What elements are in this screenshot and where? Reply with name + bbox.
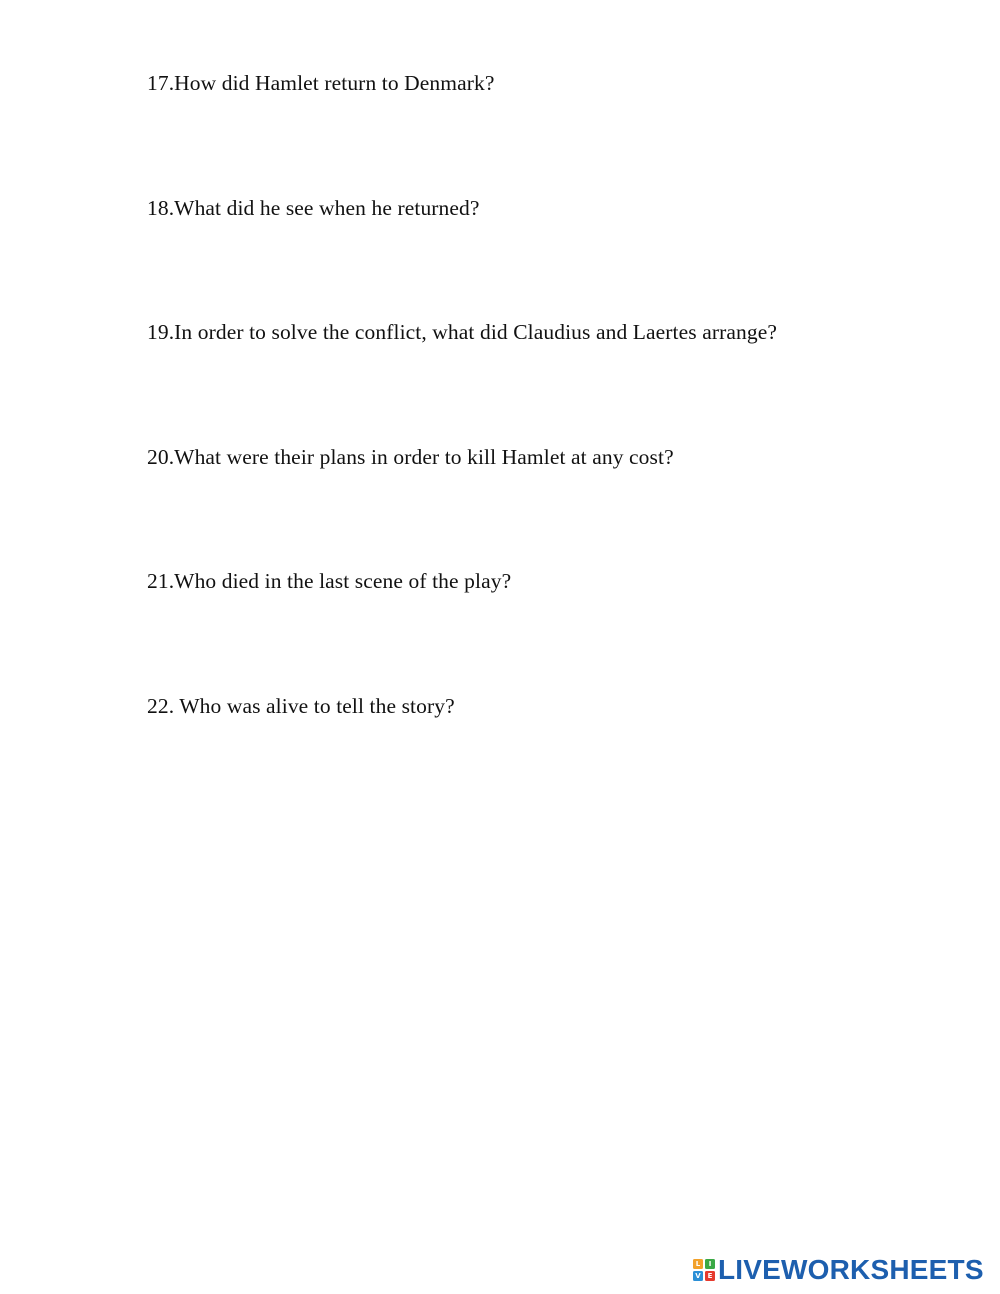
question-21: 21.Who died in the last scene of the play? (147, 569, 512, 593)
question-20: 20.What were their plans in order to kill Hamlet at any cost? (147, 445, 674, 469)
logo-tile-i: I (705, 1259, 715, 1269)
question-19: 19.In order to solve the conflict, what did Claudius and Laertes arrange? (147, 320, 777, 344)
brand-text: LIVEWORKSHEETS (718, 1254, 984, 1285)
liveworksheets-logo (693, 1256, 984, 1284)
live-logo-icon (693, 1259, 715, 1281)
logo-tile-v: V (693, 1271, 703, 1281)
question-18: 18.What did he see when he returned? (147, 196, 480, 220)
question-22: 22. Who was alive to tell the story? (147, 694, 455, 718)
logo-tile-e: E (705, 1271, 715, 1281)
question-17: 17.How did Hamlet return to Denmark? (147, 71, 495, 95)
logo-tile-l: L (693, 1259, 703, 1269)
